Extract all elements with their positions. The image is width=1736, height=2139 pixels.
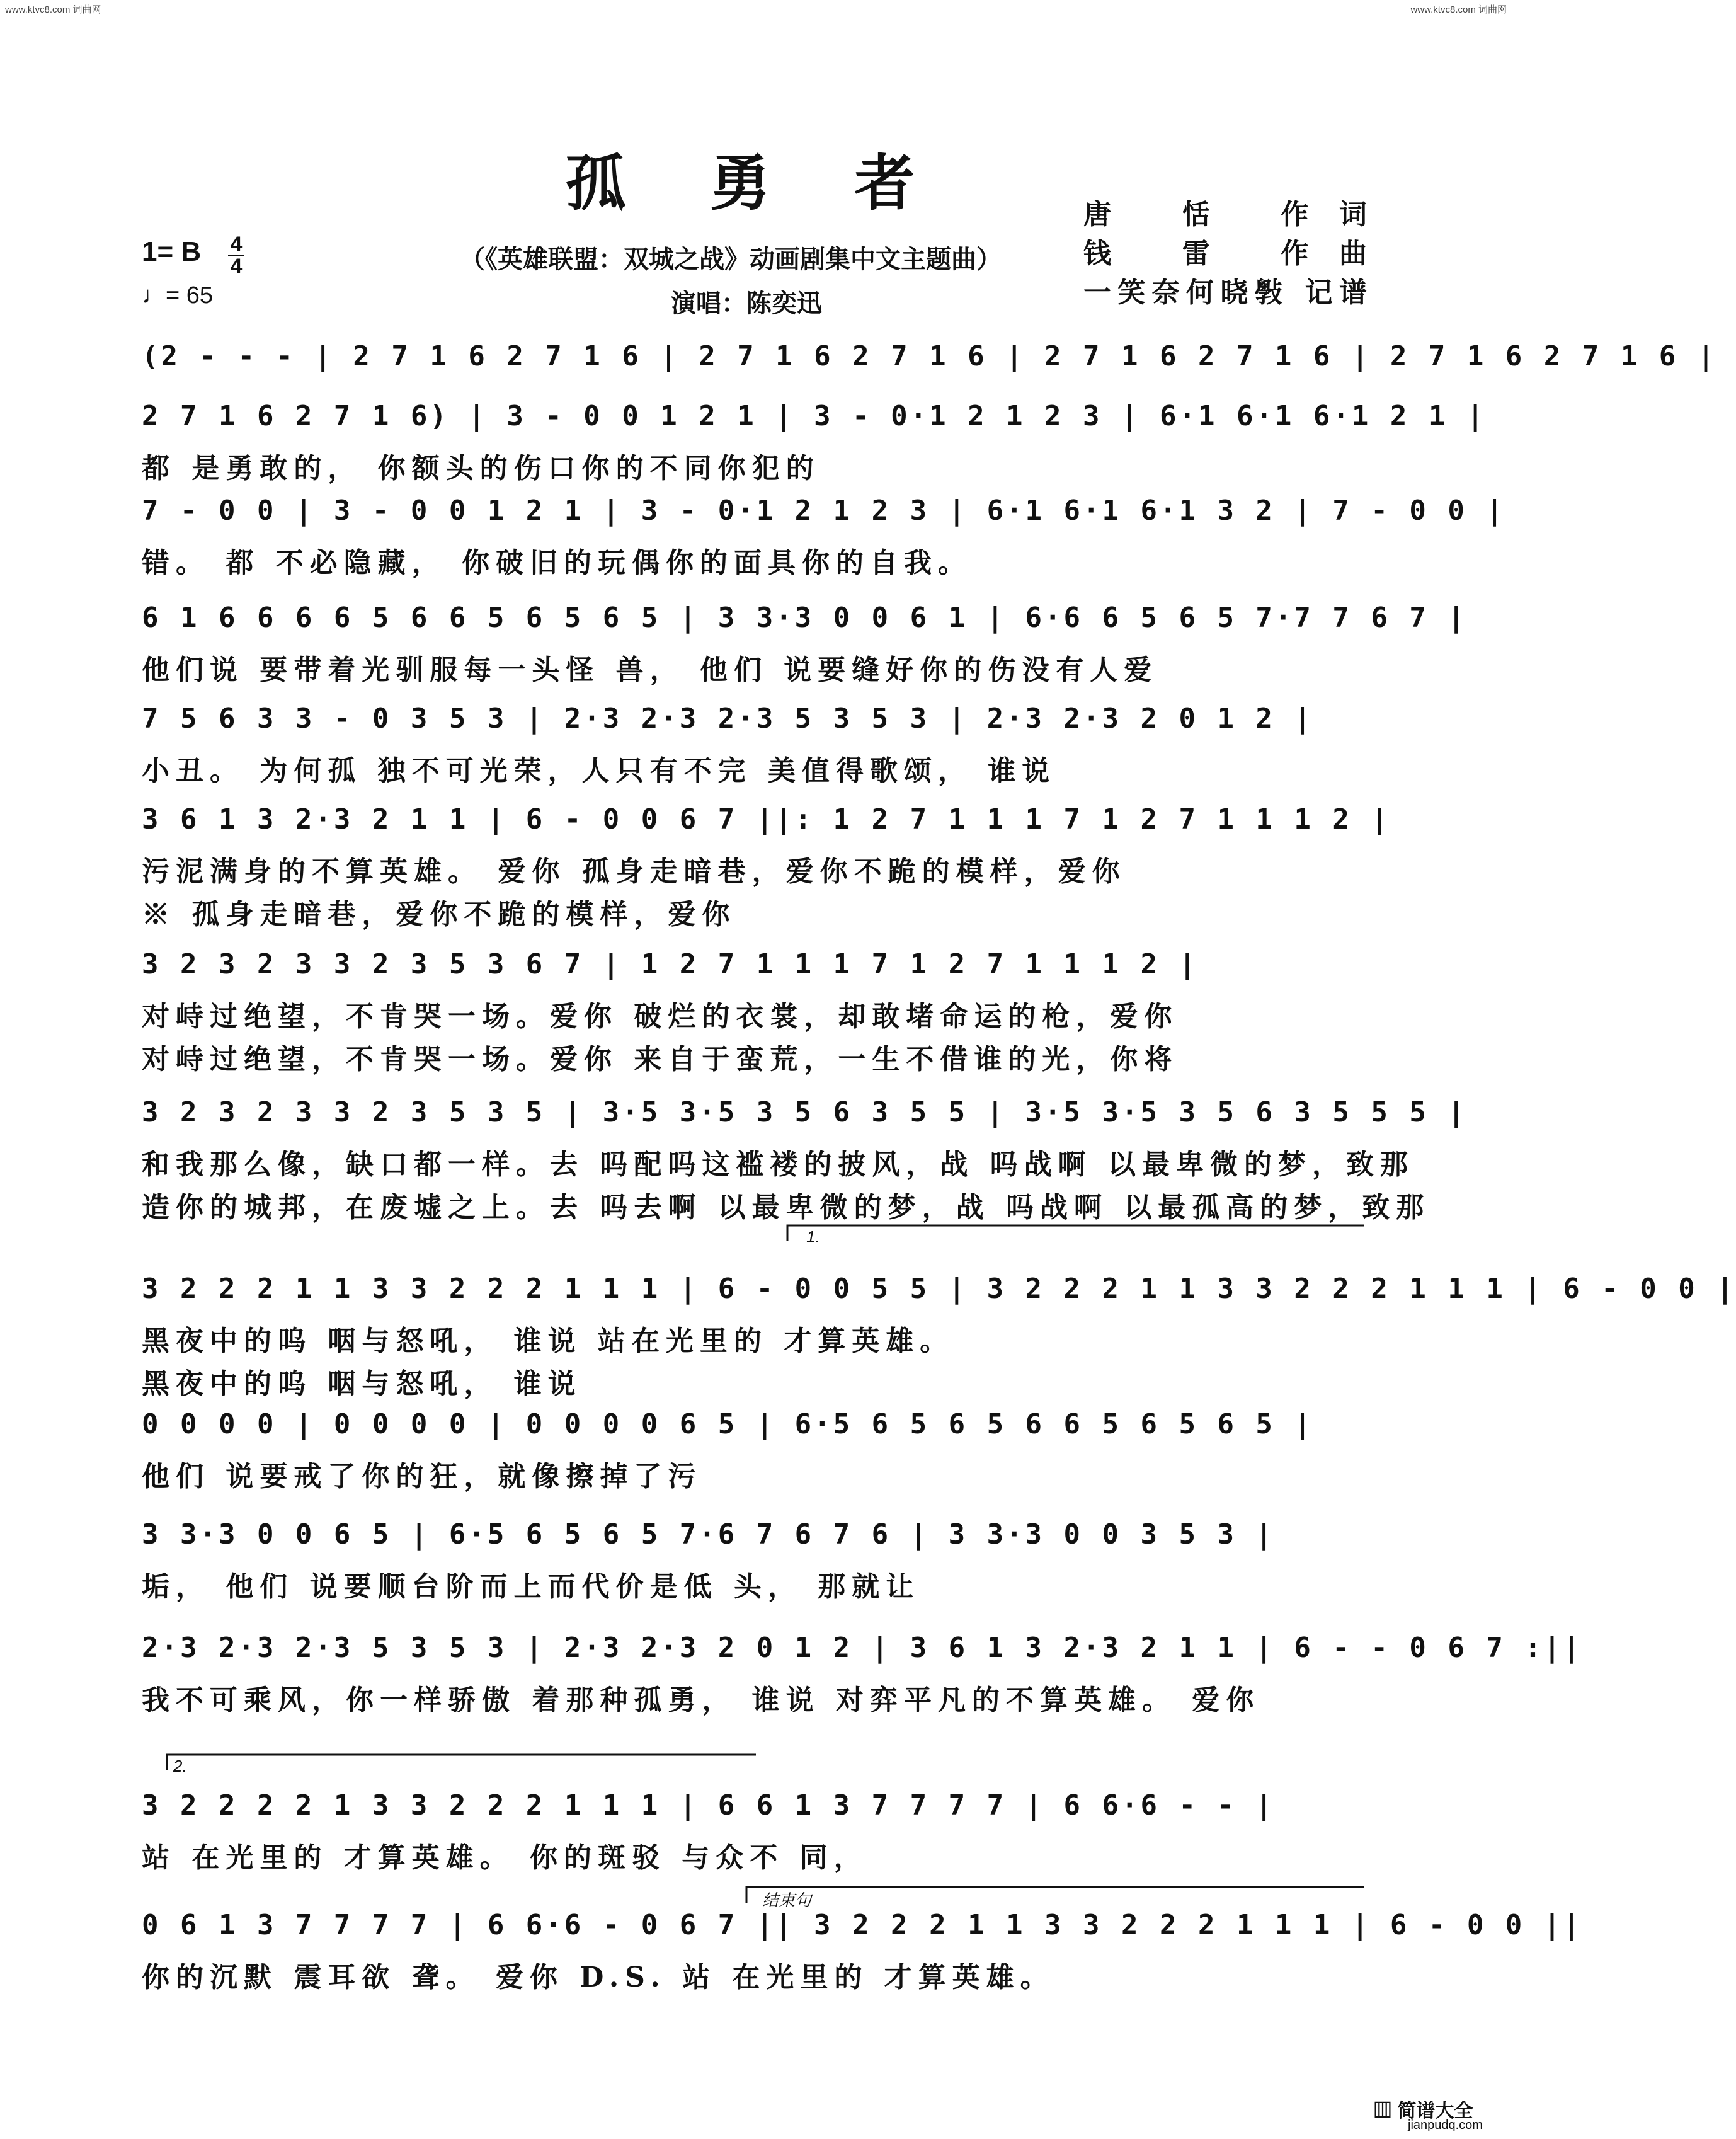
- score-system-lyric: 小丑。 为何孤 独不可光荣，人只有不完 美值得歌颂， 谁说: [142, 755, 1056, 787]
- time-signature-top: 4: [230, 232, 243, 256]
- ending-bracket: [746, 1887, 1364, 1903]
- score-system-lyric: 污泥满身的不算英雄。 爱你 孤身走暗巷，爱你不跪的模样，爱你: [142, 856, 1126, 888]
- ending-label: 结束句: [762, 1891, 812, 1910]
- subtitle: （《英雄联盟：双城之战》动画剧集中文主题曲）: [460, 244, 1002, 274]
- score-system-notes: 0 0 0 0 | 0 0 0 0 | 0 0 0 0 6 5 | 6·5 6 5 6 5 6 6 5 6 5 6 5 |: [142, 1408, 1313, 1440]
- volta-1-bracket: [787, 1225, 1364, 1241]
- site-url: jianpudq.com: [1408, 2118, 1483, 2132]
- score-system-lyric: 垢， 他们 说要顺台阶而上而代价是低 头， 那就让: [142, 1571, 920, 1603]
- score-system-lyric: 对峙过绝望，不肯哭一场。爱你 破烂的衣裳，却敢堵命运的枪，爱你: [142, 1001, 1179, 1033]
- score-system-lyric: ※ 孤身走暗巷，爱你不跪的模样，爱你: [142, 898, 736, 931]
- volta-1-label: 1.: [806, 1227, 820, 1246]
- score-system-lyric: 对峙过绝望，不肯哭一场。爱你 来自于蛮荒，一生不借谁的光，你将: [142, 1043, 1179, 1075]
- score-system-notes: 3 2 2 2 2 1 3 3 2 2 2 1 1 1 | 6 6 1 3 7 7 7 7 | 6 6·6 - - |: [142, 1789, 1275, 1821]
- score-system-lyric: 和我那么像，缺口都一样。去 吗配吗这褴褛的披风，战 吗战啊 以最卑微的梦，致那: [142, 1149, 1414, 1181]
- score-system-notes: 7 5 6 3 3 - 0 3 5 3 | 2·3 2·3 2·3 5 3 5 3 | 2·3 2·3 2 0 1 2 |: [142, 702, 1313, 735]
- singer-credit: 演唱：陈奕迅: [671, 289, 822, 318]
- score-system-notes: (2 - - - | 2 7 1 6 2 7 1 6 | 2 7 1 6 2 7 1 6 | 2 7 1 6 2 7 1 6 | 2 7 1 6 2 7 1 6 |: [142, 340, 1717, 372]
- score-system-notes: 0 6 1 3 7 7 7 7 | 6 6·6 - 0 6 7 || 3 2 2 2 1 1 3 3 2 2 2 1 1 1 | 6 - 0 0 ||: [142, 1909, 1582, 1941]
- score-system-lyric: 我不可乘风，你一样骄傲 着那种孤勇， 谁说 对弈平凡的不算英雄。 爱你: [142, 1684, 1260, 1716]
- composer-credit: 钱 雷 作曲: [1083, 238, 1367, 270]
- tempo-marking: ♩= 65: [142, 282, 214, 309]
- volta-2-label: 2.: [173, 1757, 187, 1775]
- logo-text: 简谱大全: [1397, 2101, 1473, 2121]
- score-system-lyric: 他们说 要带着光驯服每一头怪 兽， 他们 说要缝好你的伤没有人爱: [142, 654, 1158, 686]
- score-system-lyric: 错。 都 不必隐藏， 你破旧的玩偶你的面具你的自我。: [142, 547, 972, 579]
- lyricist-credit: 唐 恬 作词: [1083, 198, 1367, 231]
- score-system-notes: 3 2 2 2 1 1 3 3 2 2 2 1 1 1 | 6 - 0 0 5 5 | 3 2 2 2 1 1 3 3 2 2 2 1 1 1 | 6 - 0 0 |: [142, 1273, 1736, 1305]
- score-system-notes: 3 2 3 2 3 3 2 3 5 3 5 | 3·5 3·5 3 5 6 3 5 5 | 3·5 3·5 3 5 6 3 5 5 5 |: [142, 1096, 1467, 1128]
- watermark-top-right: www.ktvc8.com 词曲网: [1410, 4, 1507, 15]
- song-title: 孤 勇 者: [565, 147, 947, 219]
- score-system-notes: 3 3·3 0 0 6 5 | 6·5 6 5 6 5 7·6 7 6 7 6 | 3 3·3 0 0 3 5 3 |: [142, 1518, 1275, 1551]
- score-system-lyric: 他们 说要戒了你的狂，就像擦掉了污: [142, 1460, 702, 1493]
- score-system-notes: 6 1 6 6 6 6 5 6 6 5 6 5 6 5 | 3 3·3 0 0 6 1 | 6·6 6 5 6 5 7·7 7 6 7 |: [142, 602, 1467, 634]
- logo-piano-icon: ▥: [1373, 2101, 1398, 2121]
- transcriber-credit: 一笑奈何晓斅 记谱: [1083, 277, 1367, 309]
- score-system-lyric: 造你的城邦，在废墟之上。去 吗去啊 以最卑微的梦，战 吗战啊 以最孤高的梦，致那: [142, 1191, 1430, 1224]
- volta-2-bracket: [167, 1755, 756, 1770]
- score-system-notes: 7 - 0 0 | 3 - 0 0 1 2 1 | 3 - 0·1 2 1 2 3 | 6·1 6·1 6·1 3 2 | 7 - 0 0 |: [142, 495, 1505, 527]
- key-signature: 1= B: [142, 236, 202, 267]
- time-signature-bottom: 4: [230, 255, 243, 278]
- score-system-lyric: 站 在光里的 才算英雄。 你的斑驳 与众不 同，: [142, 1842, 868, 1874]
- score-system-notes: 3 2 3 2 3 3 2 3 5 3 6 7 | 1 2 7 1 1 1 7 1 2 7 1 1 1 2 |: [142, 948, 1198, 980]
- score-system-notes: 2·3 2·3 2·3 5 3 5 3 | 2·3 2·3 2 0 1 2 | 3 6 1 3 2·3 2 1 1 | 6 - - 0 6 7 :||: [142, 1632, 1582, 1664]
- score-system-lyric: 都 是勇敢的， 你额头的伤口你的不同你犯的: [142, 452, 820, 485]
- score-system-lyric: 你的沉默 震耳欲 聋。 爱你 D.S. 站 在光里的 才算英雄。: [142, 1961, 1054, 1993]
- score-system-notes: 3 6 1 3 2·3 2 1 1 | 6 - 0 0 6 7 ||: 1 2 7 1 1 1 7 1 2 7 1 1 1 2 |: [142, 803, 1390, 835]
- watermark-top-left: www.ktvc8.com 词曲网: [5, 4, 101, 15]
- score-system-lyric: 黑夜中的呜 咽与怒吼， 谁说 站在光里的 才算英雄。: [142, 1325, 954, 1357]
- score-system-notes: 2 7 1 6 2 7 1 6) | 3 - 0 0 1 2 1 | 3 - 0·1 2 1 2 3 | 6·1 6·1 6·1 2 1 |: [142, 400, 1487, 432]
- score-system-lyric: 黑夜中的呜 咽与怒吼， 谁说: [142, 1368, 582, 1400]
